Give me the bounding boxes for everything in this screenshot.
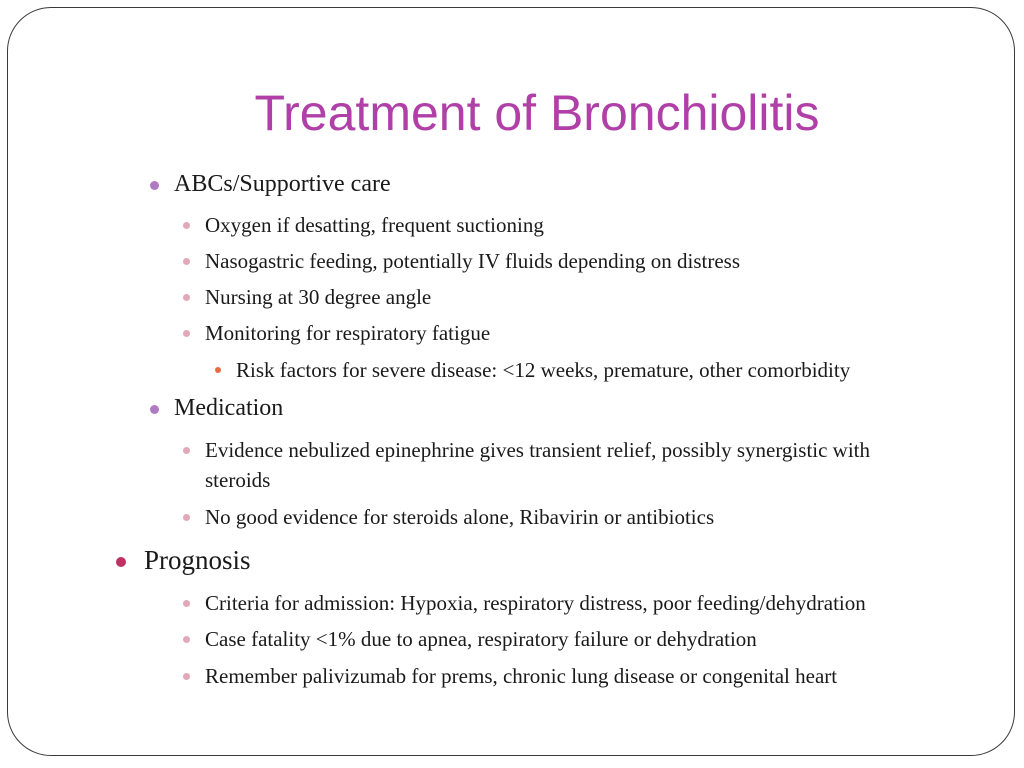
list-item: Evidence nebulized epinephrine gives transient relief, possibly synergistic with [205, 438, 871, 462]
bullet-level2-icon [183, 447, 190, 454]
bullet-level2-icon [183, 636, 190, 643]
bullet-level2-icon [183, 294, 190, 301]
bullet-level1-icon [150, 405, 159, 414]
slide-title: Treatment of Bronchiolitis [254, 85, 820, 141]
bullet-level2-icon [183, 222, 190, 229]
list-item: Case fatality <1% due to apnea, respiratory failure or dehydration [205, 627, 757, 651]
list-item: Criteria for admission: Hypoxia, respiratory distress, poor feeding/dehydration [205, 591, 866, 615]
bullet-level3-icon [215, 367, 221, 373]
bullet-level1-icon [150, 181, 159, 190]
section-heading-supportive-care: ABCs/Supportive care [174, 171, 391, 197]
list-item: Oxygen if desatting, frequent suctioning [205, 213, 544, 237]
bullet-level2-icon [183, 673, 190, 680]
list-item: No good evidence for steroids alone, Ribavirin or antibiotics [205, 505, 715, 529]
list-subitem: Risk factors for severe disease: <12 weeks, premature, other comorbidity [236, 358, 851, 382]
section-heading-medication: Medication [174, 395, 284, 421]
bullet-level2-icon [183, 330, 190, 337]
bullet-level2-icon [183, 258, 190, 265]
bullet-level0-icon [116, 557, 126, 567]
section-heading-prognosis: Prognosis [144, 545, 251, 575]
bullet-level2-icon [183, 514, 190, 521]
list-item: Nursing at 30 degree angle [205, 285, 432, 309]
list-item-continuation: steroids [205, 468, 271, 492]
list-item: Nasogastric feeding, potentially IV fluids depending on distress [205, 249, 741, 273]
list-item: Remember palivizumab for prems, chronic lung disease or congenital heart [205, 664, 838, 688]
list-item: Monitoring for respiratory fatigue [205, 321, 491, 345]
bullet-level2-icon [183, 600, 190, 607]
